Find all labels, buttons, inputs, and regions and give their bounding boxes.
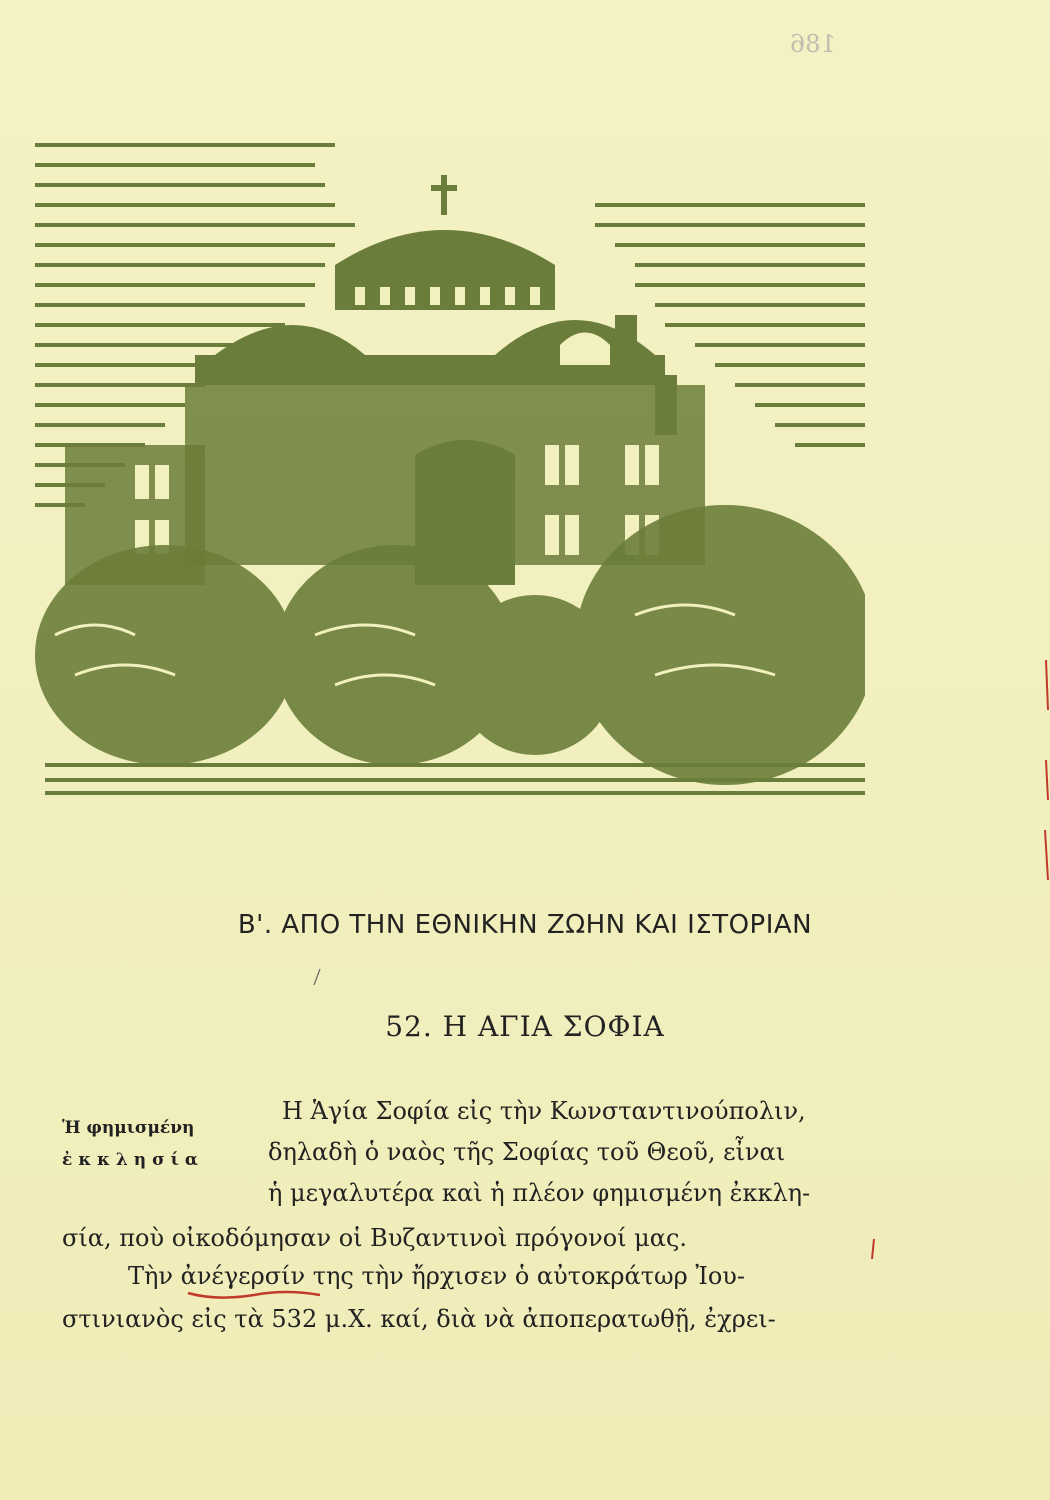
body-text-line: Η Ἁγία Σοφία εἰς τὴν Κωνσταντινούπολιν, bbox=[282, 1097, 806, 1125]
chapter-title: 52. Η ΑΓΙΑ ΣΟΦΙΑ bbox=[385, 1010, 665, 1043]
margin-red-marks-icon bbox=[1030, 650, 1050, 910]
body-text-line: δηλαδὴ ὁ ναὸς τῆς Σοφίας τοῦ Θεοῦ, εἶναι bbox=[268, 1138, 786, 1166]
side-note-heading: ἐκκλησία bbox=[62, 1150, 204, 1170]
hagia-sophia-woodcut-icon bbox=[35, 115, 865, 795]
body-text-line: ἡ μεγαλυτέρα καὶ ἡ πλέον φημισμένη ἐκκλη- bbox=[268, 1179, 811, 1207]
section-heading: Β'. ΑΠΟ ΤΗΝ ΕΘΝΙΚΗΝ ΖΩΗΝ ΚΑΙ ΙΣΤΟΡΙΑΝ bbox=[237, 910, 813, 940]
body-text-line: σία, ποὺ οἰκοδόμησαν οἱ Βυζαντινοὶ πρόγονοί μας. bbox=[62, 1224, 688, 1252]
body-text-line: Τὴν ἀνέγερσίν της τὴν ἤρχισεν ὁ αὐτοκράτωρ Ἰου- bbox=[128, 1262, 745, 1290]
page-number-bleedthrough: 186 bbox=[790, 30, 836, 58]
side-note-heading: Ἡ φημισμένη bbox=[62, 1118, 195, 1138]
red-tick-mark-icon bbox=[868, 1238, 878, 1260]
pencil-slash-mark-icon bbox=[312, 968, 322, 986]
body-text-line: στινιανὸς εἰς τὰ 532 μ.Χ. καί, διὰ νὰ ἀποπερατωθῇ, ἐχρει- bbox=[62, 1305, 776, 1333]
handwritten-underline-icon bbox=[186, 1283, 322, 1301]
